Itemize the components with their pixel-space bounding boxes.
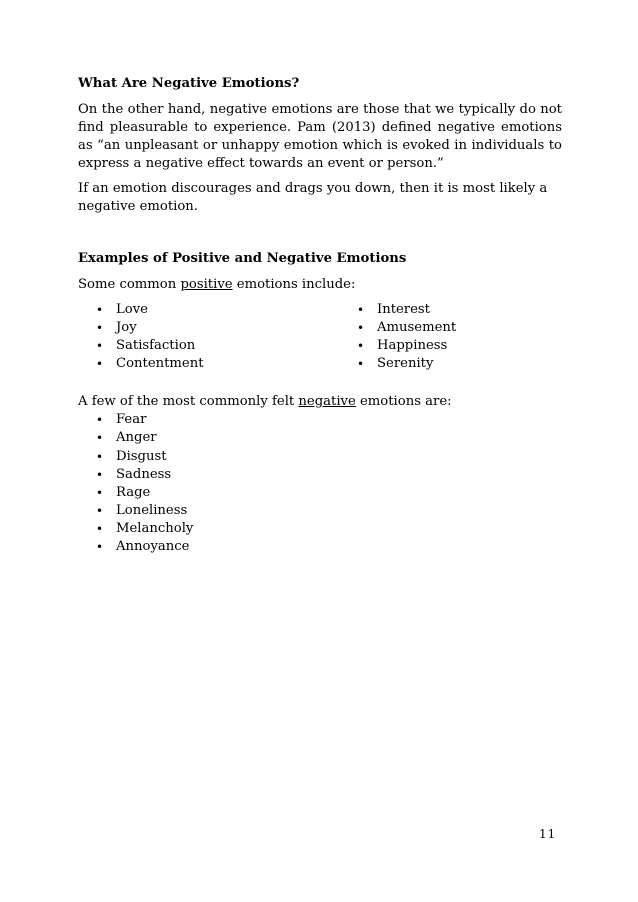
negative-emotions-list <box>78 411 562 556</box>
page-content <box>78 75 562 556</box>
section-heading-negative-emotions: What Are Negative Emotions? <box>78 76 300 91</box>
list-item-text: Serenity <box>377 356 434 372</box>
list-item-text: Sadness <box>116 466 172 482</box>
list-item-text: Satisfaction <box>116 338 196 354</box>
negative-underlined-word: negative <box>298 394 356 410</box>
negative-emotion-item <box>78 466 562 484</box>
bullet-icon: • <box>357 321 365 336</box>
bullet-icon: • <box>96 485 104 500</box>
bullet-icon: • <box>96 339 104 354</box>
list-item-text: Loneliness <box>116 502 188 518</box>
bullet-icon: • <box>96 540 104 555</box>
list-item-text: Rage <box>116 484 151 500</box>
section-heading-examples: Examples of Positive and Negative Emotions <box>78 251 407 266</box>
paragraph-negative-summary: If an emotion discourages and drags you down, then it is most likely a negative emotion. <box>78 181 548 214</box>
list-item-text: Joy <box>116 320 137 336</box>
positive-emotion-item <box>339 301 562 319</box>
negative-intro-after: emotions are: <box>355 394 452 410</box>
positive-intro-after: emotions include: <box>232 277 356 292</box>
list-item-text: Interest <box>377 302 430 317</box>
positive-emotion-item <box>339 337 562 355</box>
bullet-icon: • <box>96 503 104 518</box>
negative-emotion-item <box>78 538 562 556</box>
negative-emotion-item <box>78 484 562 502</box>
list-item-text: Amusement <box>377 320 457 336</box>
positive-emotions-columns <box>78 301 562 373</box>
positive-emotion-item <box>78 337 339 355</box>
negative-emotion-item <box>78 448 562 466</box>
positive-intro-text <box>78 276 562 294</box>
bullet-icon: • <box>96 413 104 428</box>
positive-intro-before: Some common <box>78 277 181 292</box>
bullet-icon: • <box>96 449 104 464</box>
bullet-icon: • <box>357 339 365 354</box>
negative-emotion-item <box>78 429 562 447</box>
bullet-icon: • <box>96 357 104 372</box>
list-item-text: Anger <box>116 430 157 446</box>
page-number: 11 <box>539 827 557 841</box>
bullet-icon: • <box>357 303 365 317</box>
positive-list-column-2 <box>339 301 562 373</box>
bullet-icon: • <box>96 431 104 446</box>
negative-emotion-item <box>78 411 562 429</box>
positive-emotion-item <box>78 319 339 337</box>
positive-emotion-item <box>339 319 562 337</box>
negative-emotion-item <box>78 520 562 538</box>
negative-intro-text <box>78 393 562 411</box>
positive-list-column-1 <box>78 301 339 373</box>
list-item-text: Fear <box>116 412 147 428</box>
list-item-text: Happiness <box>377 338 448 354</box>
list-item-text: Disgust <box>116 448 167 464</box>
positive-underlined-word: positive <box>180 277 233 292</box>
bullet-icon: • <box>96 467 104 482</box>
negative-intro-before: A few of the most commonly felt <box>78 394 299 410</box>
list-item-text: Annoyance <box>116 539 190 555</box>
positive-emotion-item <box>339 355 562 373</box>
list-item-text: Love <box>116 302 148 317</box>
list-item-text: Melancholy <box>116 520 194 536</box>
list-item-text: Contentment <box>116 356 204 372</box>
bullet-icon: • <box>96 321 104 336</box>
paragraph-negative-definition: On the other hand, negative emotions are those that we typically do not find pleasurable to experience. Pam (2013) defined negative emotions as “an unpleasant or unhappy emotion which is evoked in individuals to express a negative effect towards an event or person.” <box>78 102 562 171</box>
bullet-icon: • <box>96 303 104 317</box>
negative-emotion-item <box>78 502 562 520</box>
positive-emotion-item <box>78 301 339 319</box>
positive-emotion-item <box>78 355 339 373</box>
bullet-icon: • <box>357 357 365 372</box>
bullet-icon: • <box>96 521 104 536</box>
